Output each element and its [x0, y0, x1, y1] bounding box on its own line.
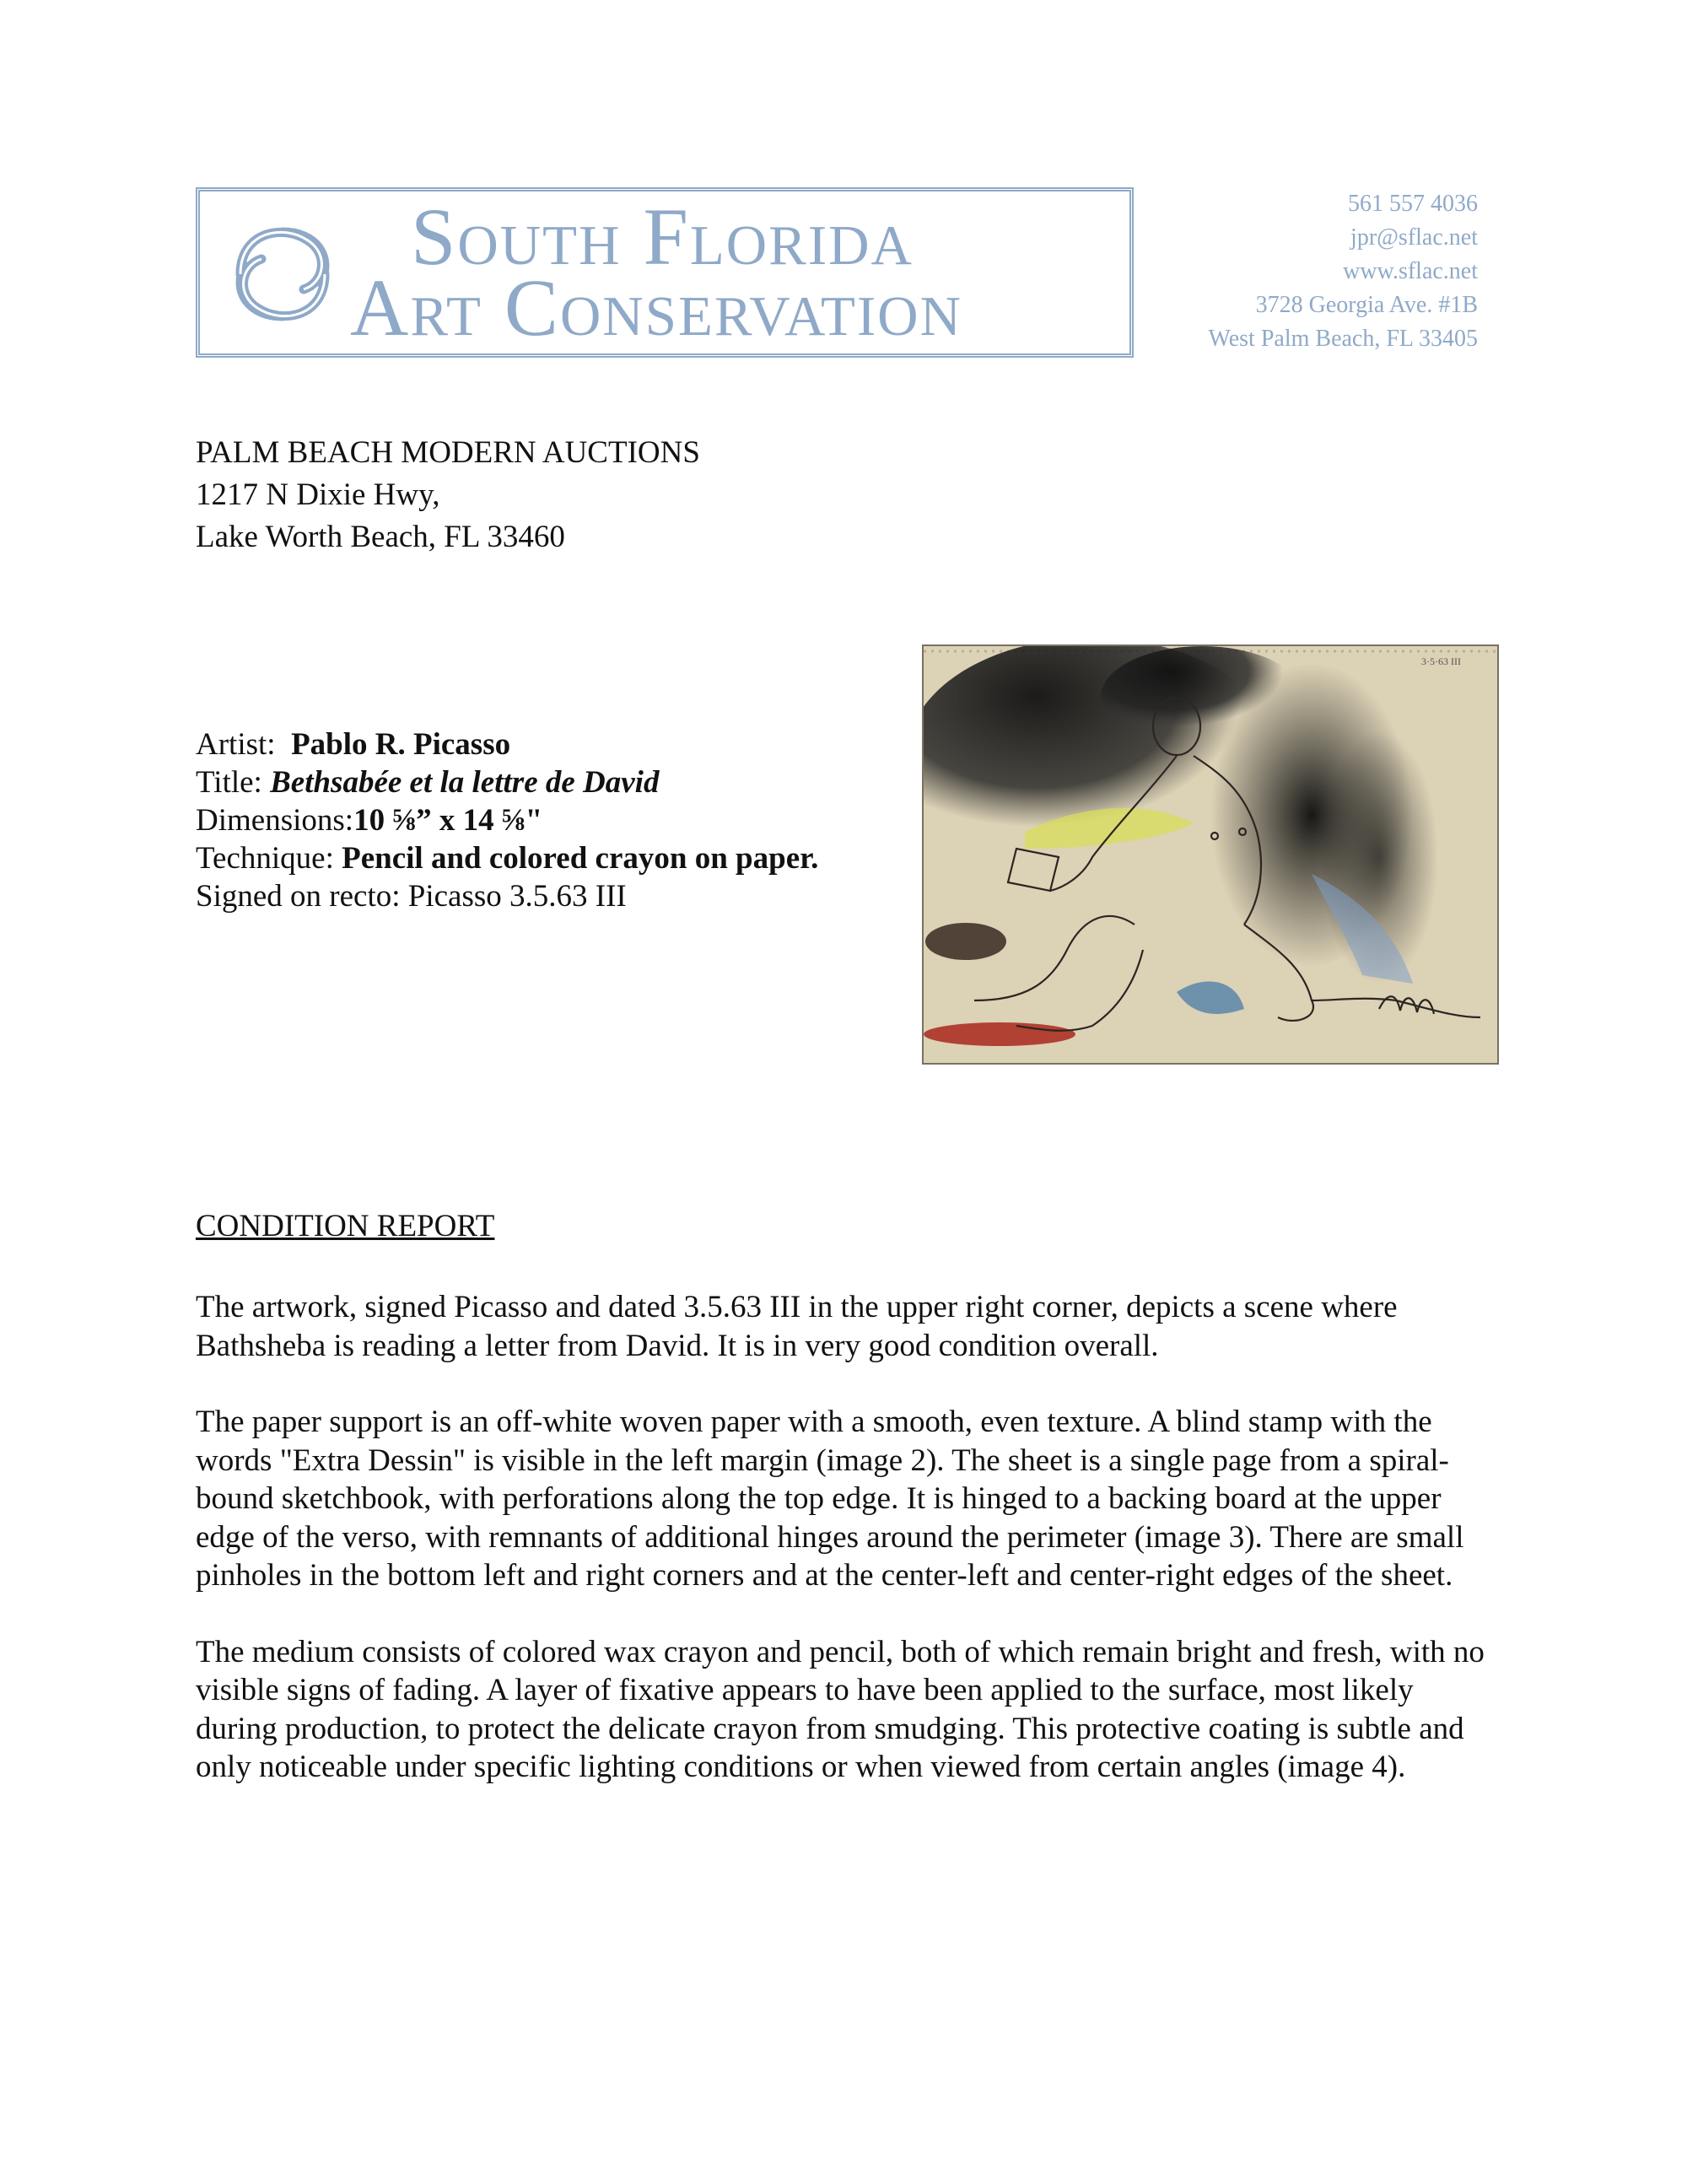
- company-logo: [196, 187, 1134, 358]
- addressee-street: 1217 N Dixie Hwy,: [196, 477, 440, 512]
- artist-label: Artist:: [196, 727, 276, 762]
- logo-text-line-1: South Florida: [411, 191, 914, 282]
- condition-report-heading: CONDITION REPORT: [196, 1209, 495, 1243]
- title-value: Bethsabée et la lettre de David: [270, 765, 660, 800]
- signed-row: [196, 877, 818, 915]
- dimensions-value: 10 ⅝” x 14 ⅝": [353, 803, 543, 838]
- report-paragraph: The artwork, signed Picasso and dated 3.5.63 III in the upper right corner, depicts a scene where Bathsheba is reading a letter from David. It is in very good condition overall.: [196, 1290, 1398, 1363]
- addressee-block: [196, 432, 700, 558]
- addressee-name: PALM BEACH MODERN AUCTIONS: [196, 435, 700, 470]
- technique-value: Pencil and colored crayon on paper.: [342, 841, 819, 876]
- artwork-image: [922, 644, 1499, 1065]
- addressee-city: Lake Worth Beach, FL 33460: [196, 520, 565, 554]
- contact-street: 3728 Georgia Ave. #1B: [1255, 292, 1478, 318]
- technique-label: Technique:: [196, 841, 334, 876]
- artwork-drawing: [924, 646, 1497, 1063]
- artist-row: [196, 725, 818, 763]
- artist-value: Pablo R. Picasso: [291, 727, 511, 762]
- logo-text-line-2: Art Conservation: [350, 262, 962, 353]
- contact-email[interactable]: jpr@sflac.net: [1350, 224, 1478, 251]
- report-paragraph: The paper support is an off-white woven paper with a smooth, even texture. A blind stamp with the words "Extra Dessin" is visible in the left margin (image 2). The sheet is a single page from a spiral-bound sketchbook, with perforations along the top edge. It is hinged to a backing board at the upper edge of the verso, with remnants of additional hinges around the perimeter (image 3). There are small pinholes in the bottom left and right corners and at the center-left and center-right edges of the sheet.: [196, 1405, 1464, 1593]
- title-label: Title:: [196, 765, 262, 800]
- report-paragraph: The medium consists of colored wax crayon and pencil, both of which remain bright and fresh, with no visible signs of fading. A layer of fixative appears to have been applied to the surface, most likely during production, to protect the delicate crayon from smudging. This protective coating is subtle and only noticeable under specific lighting conditions or when viewed from certain angles (image 4).: [196, 1634, 1485, 1784]
- contact-city: West Palm Beach, FL 33405: [1208, 326, 1478, 352]
- dimensions-label: Dimensions:: [196, 803, 354, 838]
- signed-value: Picasso 3.5.63 III: [407, 879, 627, 914]
- signed-label: Signed on recto:: [196, 879, 401, 914]
- celtic-knot-logo-icon: [215, 207, 350, 342]
- contact-website[interactable]: www.sflac.net: [1343, 258, 1478, 284]
- dimensions-row: [196, 801, 818, 839]
- artwork-details: [196, 725, 818, 915]
- contact-phone: 561 557 4036: [1348, 191, 1478, 217]
- artwork-signature: 3·5·63 III: [1421, 655, 1461, 667]
- technique-row: [196, 839, 818, 877]
- contact-block: [1124, 187, 1478, 356]
- condition-report-body: [196, 1288, 1495, 1825]
- title-row: [196, 763, 818, 801]
